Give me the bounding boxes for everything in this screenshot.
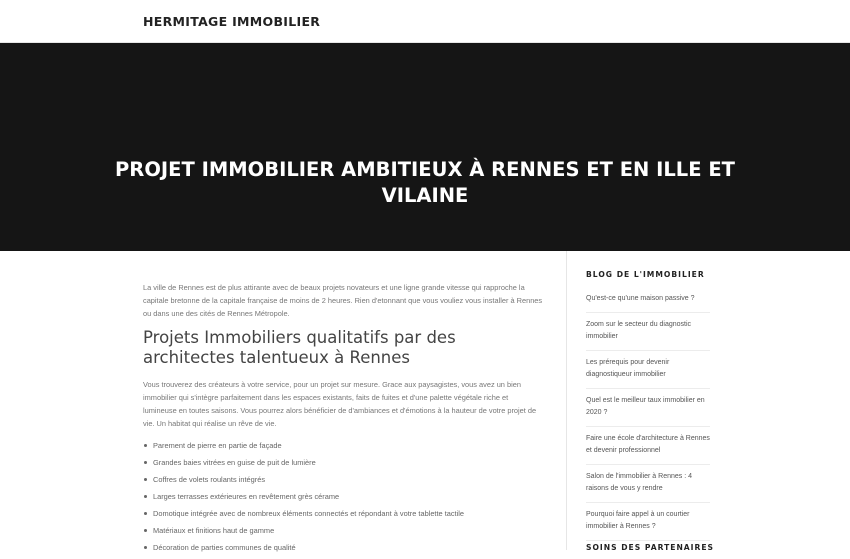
- feature-text: Larges terrasses extérieures en revêtement grès cérame: [153, 492, 340, 501]
- feature-text: Grandes baies vitrées en guise de puit de lumière: [153, 458, 316, 467]
- hero-banner: [0, 43, 850, 251]
- article-paragraph: Vous trouverez des créateurs à votre service, pour un projet sur mesure. Grace aux paysagistes, vous avez un bien immobilier qui s'intègre parfaitement dans les espaces existants, faits de fuites et d'une palette végétale riche et lumineuse en toutes saisons. Vous pourrez alors bénéficier de d'ambiances et d'émotions à la hauteur de votre projet de vie. Un habitat qui réalise un rêve de vie.: [143, 380, 537, 428]
- article-heading: Projets Immobiliers qualitatifs par des architectes talentueux à Rennes: [143, 328, 456, 367]
- sidebar: [566, 251, 850, 550]
- blog-post-link[interactable]: Zoom sur le secteur du diagnostic immobilier: [586, 313, 710, 351]
- bullet-icon: [144, 495, 147, 498]
- sidebar-next-title: SOINS DES PARTENAIRES: [586, 543, 715, 550]
- feature-text: Décoration de parties communes de qualité: [153, 543, 296, 552]
- site-header: [0, 0, 850, 43]
- bullet-icon: [144, 546, 147, 549]
- bullet-icon: [144, 478, 147, 481]
- list-item: [143, 440, 543, 457]
- feature-text: Matériaux et finitions haut de gamme: [153, 526, 275, 535]
- site-logo-link[interactable]: HERMITAGE IMMOBILIER: [143, 14, 321, 29]
- blog-post-link[interactable]: Pourquoi faire appel à un courtier immobilier à Rennes ?: [586, 503, 710, 541]
- list-item: [143, 525, 543, 542]
- features-list: [143, 440, 543, 559]
- blog-post-link[interactable]: Les prérequis pour devenir diagnostiqueur immobilier: [586, 351, 710, 389]
- list-item: [143, 457, 543, 474]
- feature-text: Coffres de volets roulants intégrés: [153, 475, 266, 484]
- bullet-icon: [144, 461, 147, 464]
- blog-post-link[interactable]: Qu'est-ce qu'une maison passive ?: [586, 287, 710, 313]
- feature-text: Parement de pierre en partie de façade: [153, 441, 282, 450]
- article-content: [143, 281, 543, 559]
- bullet-icon: [144, 444, 147, 447]
- bullet-icon: [144, 529, 147, 532]
- blog-post-link[interactable]: Quel est le meilleur taux immobilier en 2020 ?: [586, 389, 710, 427]
- list-item: [143, 508, 543, 525]
- page-title: PROJET IMMOBILIER AMBITIEUX À RENNES ET EN ILLE ET VILAINE: [115, 158, 735, 207]
- list-item: [143, 474, 543, 491]
- list-item: [143, 491, 543, 508]
- sidebar-title: BLOG DE L'IMMOBILIER: [586, 270, 705, 279]
- blog-post-link[interactable]: Salon de l'immobilier à Rennes : 4 raisons de vous y rendre: [586, 465, 710, 503]
- list-item: [143, 542, 543, 559]
- article-intro: La ville de Rennes est de plus attirante avec de beaux projets novateurs et une ligne grande vitesse qui rapproche la capitale bretonne de la capitale française de moins de 2 heures. Rien d'etonnant que vous vouliez vous installer à Rennes ou dans une des cités de Rennes Métropole.: [143, 283, 543, 318]
- blog-post-link[interactable]: Faire une école d'architecture à Rennes et devenir professionnel: [586, 427, 710, 465]
- bullet-icon: [144, 512, 147, 515]
- feature-text: Domotique intégrée avec de nombreux éléments connectés et répondant à votre tablette tactile: [153, 509, 465, 518]
- blog-post-list: [586, 287, 710, 541]
